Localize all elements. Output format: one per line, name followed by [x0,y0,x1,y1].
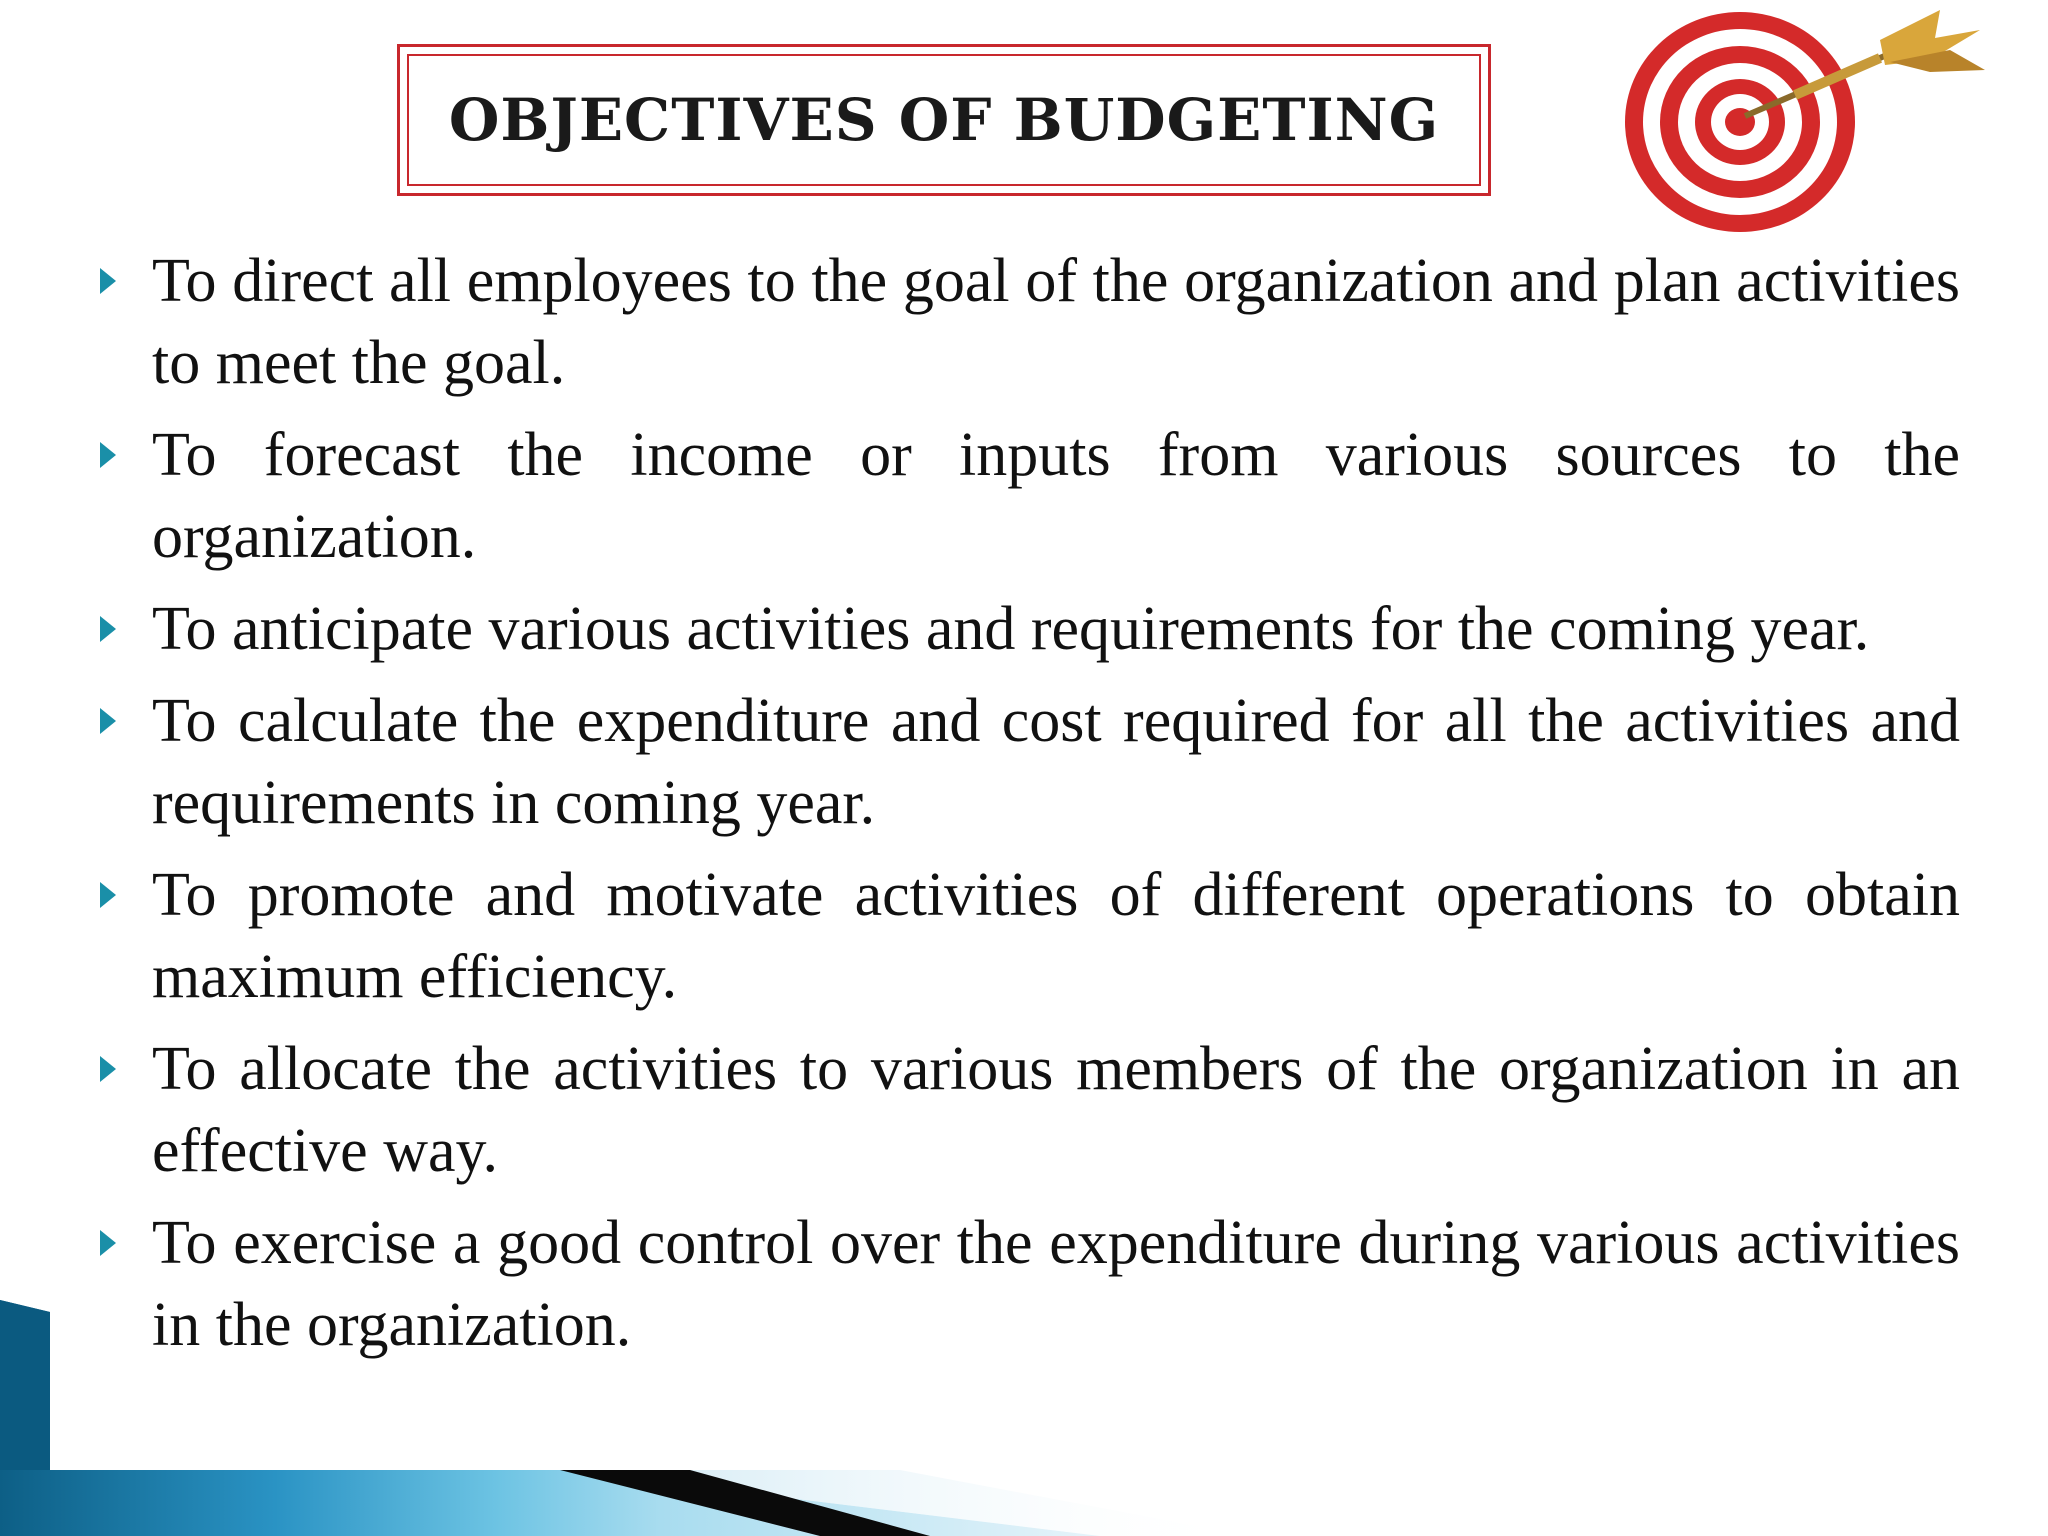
list-item [96,588,1960,670]
triangle-bullet-icon [100,616,116,642]
triangle-bullet-icon [100,1056,116,1082]
bullet-text: To exercise a good control over the expenditure during various activities in the organization. [152,1209,1960,1359]
target-with-dart-icon [1580,0,2040,240]
slide-title: OBJECTIVES OF BUDGETING [448,86,1440,154]
triangle-bullet-icon [100,442,116,468]
bullet-text: To promote and motivate activities of different operations to obtain maximum efficiency. [152,861,1960,1011]
bullet-text: To anticipate various activities and requirements for the coming year. [152,595,1870,663]
list-item [96,414,1960,578]
title-box [397,44,1491,196]
list-item [96,854,1960,1018]
bullet-text: To direct all employees to the goal of the organization and plan activities to meet the goal. [152,247,1960,397]
triangle-bullet-icon [100,1230,116,1256]
objectives-list [96,240,1960,1376]
list-item [96,1028,1960,1192]
bullet-text: To forecast the income or inputs from various sources to the organization. [152,421,1960,571]
list-item [96,680,1960,844]
triangle-bullet-icon [100,708,116,734]
list-item [96,240,1960,404]
bullet-text: To allocate the activities to various members of the organization in an effective way. [152,1035,1960,1185]
triangle-bullet-icon [100,268,116,294]
list-item [96,1202,1960,1366]
triangle-bullet-icon [100,882,116,908]
bullet-text: To calculate the expenditure and cost required for all the activities and requirements in coming year. [152,687,1960,837]
